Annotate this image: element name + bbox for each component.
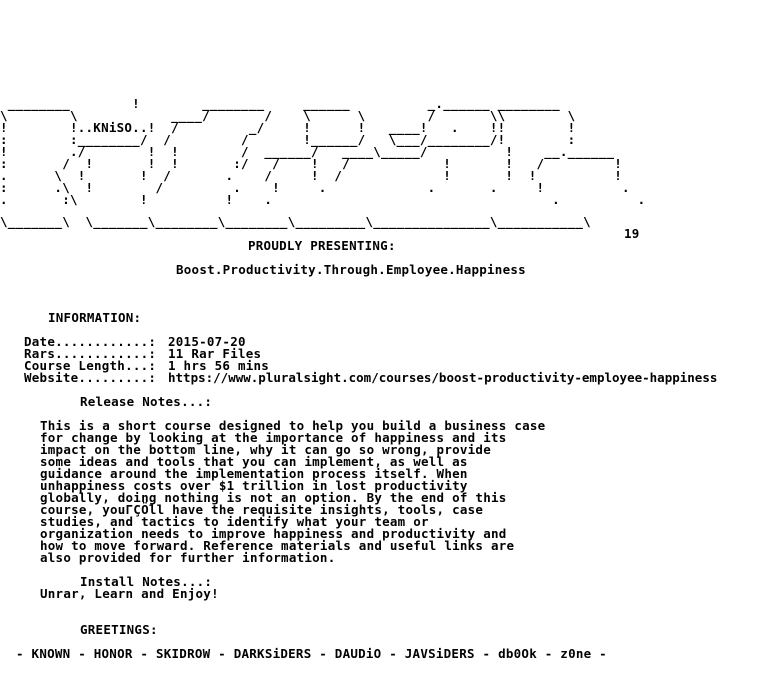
- logo-line: : :________/ / / !______/ \___/________/! :: [0, 132, 576, 147]
- logo-line: \_______\ \_______\________\________\_________\_______________\___________\: [0, 214, 591, 229]
- logo-line: ! !..KNiSO..! / _/ ! ! ____! . !! !: [0, 120, 576, 135]
- release-notes-line: also provided for further information.: [40, 550, 336, 565]
- logo-line: . \ ! ! / . / ! / ! ! ! !: [0, 168, 623, 183]
- release-notes-line: impact on the bottom line, why it can go so wrong, provide: [40, 442, 491, 457]
- install-notes-text: Unrar, Learn and Enjoy!: [40, 586, 219, 601]
- info-label: Rars............:: [24, 346, 157, 361]
- release-notes-line: course, youΓÇÖll have the requisite insights, tools, case: [40, 502, 484, 517]
- website-url: https://www.pluralsight.com/courses/boost-productivity-employee-happiness: [168, 370, 718, 385]
- greetings-heading: GREETINGS:: [80, 622, 158, 637]
- release-notes-line: This is a short course designed to help you build a business case: [40, 418, 546, 433]
- logo-line: \ \ ____/ / \ \ / \\ \: [0, 108, 576, 123]
- logo-tag: 19: [624, 226, 640, 241]
- info-label: Date............:: [24, 334, 157, 349]
- info-label: Website.........:: [24, 370, 157, 385]
- release-notes-line: for change by looking at the importance of happiness and its: [40, 430, 507, 445]
- info-value: 2015-07-20: [168, 334, 246, 349]
- release-notes-line: unhappiness costs over $1 trillion in lost productivity: [40, 478, 468, 493]
- logo-line: : .\ ! / . ! . . . ! .: [0, 180, 630, 195]
- info-value: 1 hrs 56 mins: [168, 358, 270, 373]
- release-notes-line: organization needs to improve happiness and productivity and: [40, 526, 507, 541]
- logo-line: ________ ! ________ ______ _.______ ________: [0, 96, 560, 111]
- release-notes-heading: Release Notes...:: [80, 394, 213, 409]
- release-notes-line: globally, doing nothing is not an option. By the end of this: [40, 490, 507, 505]
- release-notes-line: some ideas and tools that you can implement, as well as: [40, 454, 468, 469]
- logo-line: ! ./ ! ! / ______/ ____\_____/ ! __.______: [0, 144, 615, 159]
- information-heading: INFORMATION:: [48, 310, 142, 325]
- release-name: Boost.Productivity.Through.Employee.Happiness: [176, 262, 526, 277]
- greetings-list: - KNOWN - HONOR - SKIDROW - DARKSiDERS - DAUDiO - JAVSiDERS - db0Ok - z0ne -: [16, 646, 607, 661]
- logo-line: : / ! ! ! :/ / ! / ! ! / !: [0, 156, 623, 171]
- release-notes-line: studies, and tactics to identify what your team or: [40, 514, 429, 529]
- release-notes-line: guidance around the implementation process itself. When: [40, 466, 468, 481]
- logo-line: . :\ ! ! . . .: [0, 192, 646, 207]
- presenting-heading: PROUDLY PRESENTING:: [248, 238, 396, 253]
- release-notes-line: how to move forward. Reference materials and useful links are: [40, 538, 515, 553]
- install-notes-heading: Install Notes...:: [80, 574, 213, 589]
- info-label: Course Length...:: [24, 358, 157, 373]
- info-value: 11 Rar Files: [168, 346, 262, 361]
